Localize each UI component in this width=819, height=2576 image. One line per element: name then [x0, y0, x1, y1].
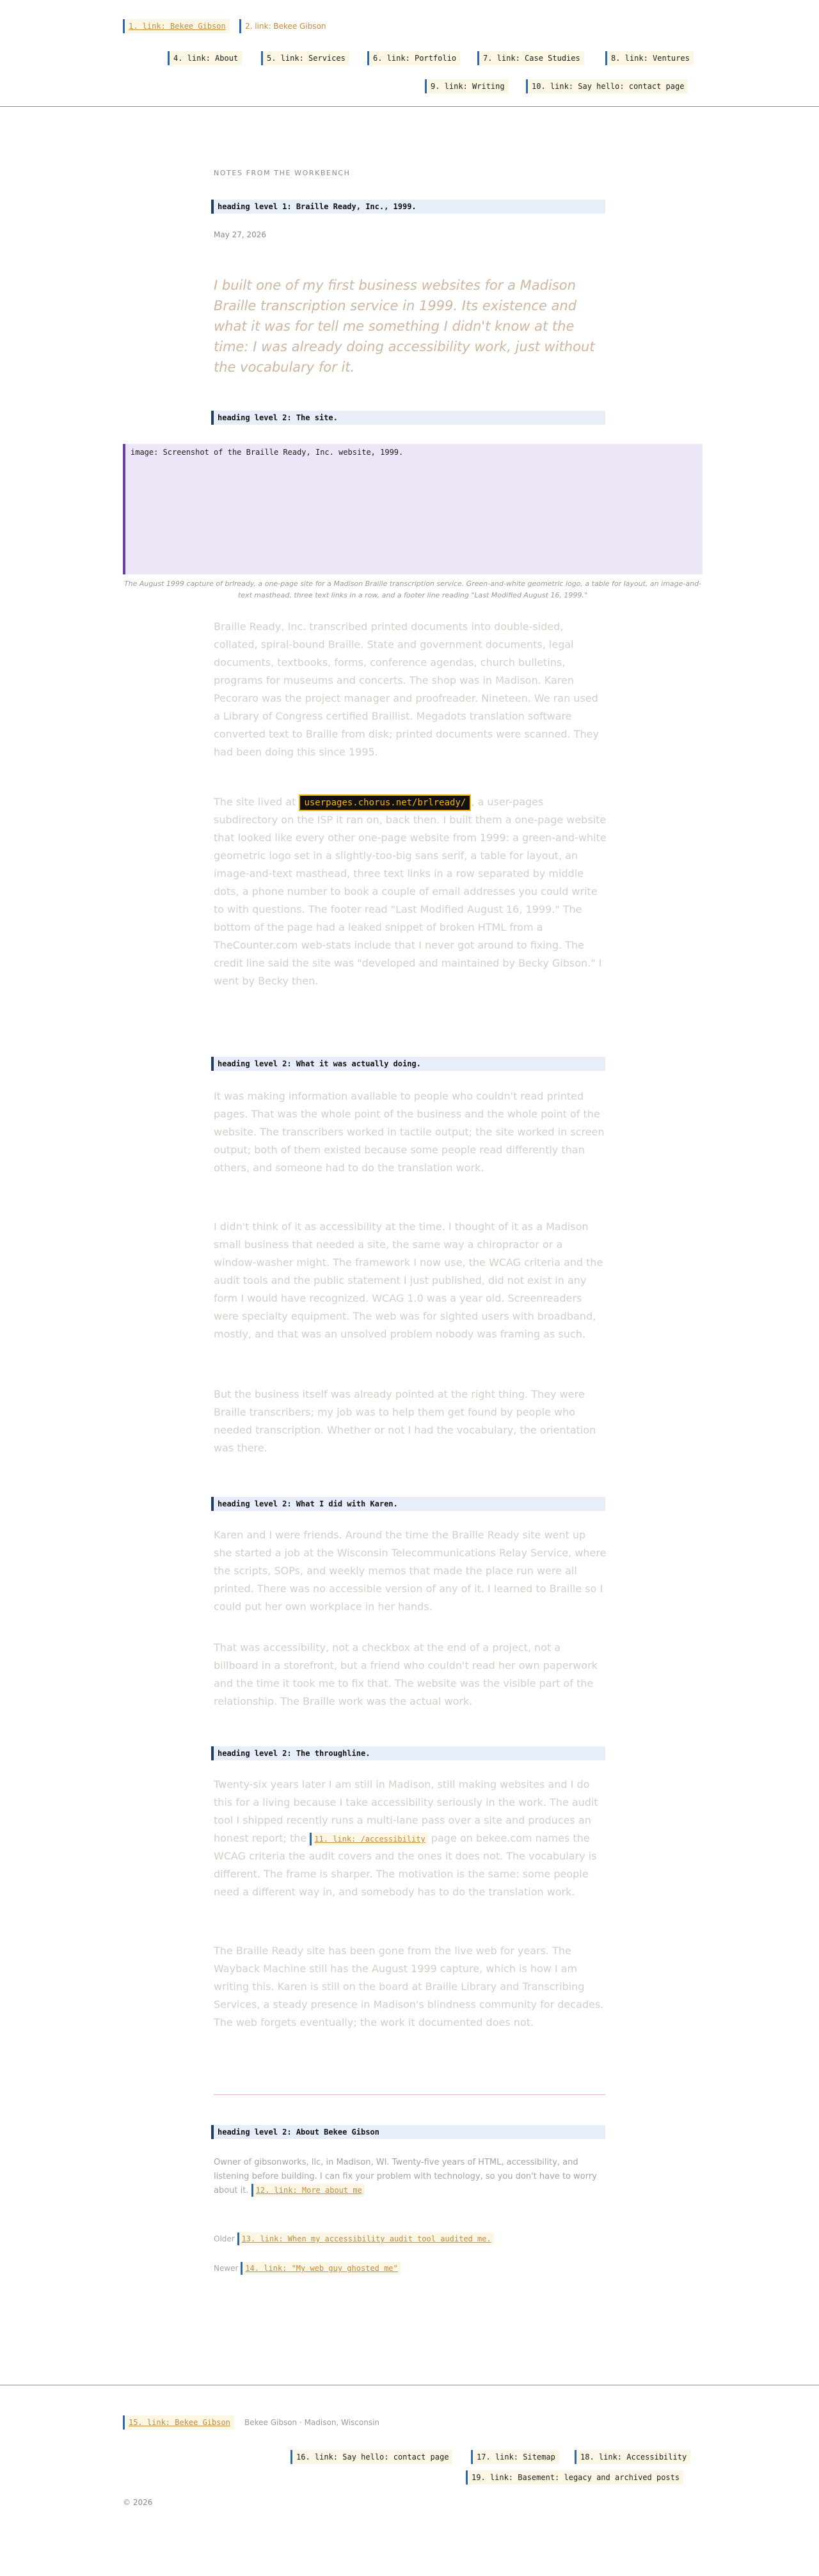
header-divider — [0, 106, 819, 107]
paragraph — [214, 793, 607, 990]
nav-case-studies[interactable]: 7. link: Case Studies — [477, 51, 584, 65]
footer-tagline: Bekee Gibson · Madison, Wisconsin — [244, 2418, 380, 2427]
paragraph-text: page on bekee.com names the WCAG criteria the audit covers and the ones it does not. The vocabulary is different. The frame is sharper. The motivation is the same: some people need a different way in, and somebody has to do the translation work. — [214, 1832, 597, 1898]
page-title: heading level 1: Braille Ready, Inc., 1999. — [211, 200, 605, 214]
site-name-link[interactable]: 2. link: Bekee Gibson — [239, 19, 326, 33]
bio-text: Owner of gibsonworks, llc, in Madison, WI. Twenty-five years of HTML, accessibility, and listening before building. I can fix your problem with technology, so you don't have to worry about it. — [214, 2158, 597, 2195]
post-date: May 27, 2026 — [214, 230, 267, 239]
footer-sitemap-link[interactable]: 17. link: Sitemap — [471, 2450, 559, 2464]
figure-caption: The August 1999 capture of brlready, a one-page site for a Madison Braille transcription service. Green-and-white geometric logo, a table for layout, an image-and-text masthead, three text links in a row, and a footer line reading "Last Modified August 16, 1999." — [123, 580, 702, 599]
nav-ventures[interactable]: 8. link: Ventures — [605, 51, 694, 65]
heading-about: heading level 2: About Bekee Gibson — [211, 2125, 605, 2139]
paragraph-text: Twenty-six years later I am still in Madison, still making websites and I do this for a living because I take accessibility seriously in the work. The audit tool I shipped recently runs a multi-lane pass over a site and produces an honest report; the — [214, 1778, 598, 1844]
footer-contact-link[interactable]: 16. link: Say hello: contact page — [290, 2450, 452, 2464]
heading-the-site: heading level 2: The site. — [211, 411, 605, 425]
nav-about[interactable]: 4. link: About — [168, 51, 242, 65]
paragraph: The Braille Ready site has been gone from the live web for years. The Wayback Machine still has the August 1999 capture, which is how I am writing this. Karen is still on the board at Braille Library and Transcribing Services, a steady presence in Madison's blindness community for decades. The web forgets eventually; the work it documented does not. — [214, 1945, 604, 2028]
older-label: Older — [214, 2234, 235, 2243]
paragraph: It was making information available to people who couldn't read printed pages. That was the whole point of the business and the whole point of the website. The transcribers worked in tactile output; the site worked in screen output; both of them existed because some people read differently than others, and someone had to do the translation work. — [214, 1090, 605, 1174]
copyright: © 2026 — [123, 2498, 153, 2507]
nav-portfolio[interactable]: 6. link: Portfolio — [367, 51, 460, 65]
older-post-link[interactable]: 13. link: When my accessibility audit tool audited me. — [237, 2232, 494, 2245]
paragraph: That was accessibility, not a checkbox at the end of a project, not a billboard in a storefront, but a friend who couldn't read her own paperwork and the time it took me to fix that. The website was the visible part of the relationship. The Braille work was the actual work. — [214, 1641, 598, 1707]
nav-contact[interactable]: 10. link: Say hello: contact page — [526, 79, 688, 93]
footer-accessibility-link[interactable]: 18. link: Accessibility — [575, 2450, 690, 2464]
paragraph: But the business itself was already pointed at the right thing. They were Braille transcribers; my job was to help them get found by people who needed transcription. Whether or not I had the vocabulary, the orientation was there. — [214, 1388, 596, 1454]
heading-the-throughline: heading level 2: The throughline. — [211, 1746, 605, 1760]
accessibility-inline-link[interactable]: 11. link: /accessibility — [310, 1833, 427, 1845]
heading-what-it-was-doing: heading level 2: What it was actually doing. — [211, 1057, 605, 1071]
screenshot-figure — [123, 444, 703, 574]
footer-brand-link[interactable]: 15. link: Bekee Gibson — [123, 2415, 234, 2430]
section-divider — [214, 2094, 605, 2095]
paragraph: Braille Ready, Inc. transcribed printed documents into double-sided, collated, spiral-bound Braille. State and government documents, legal documents, textbooks, forms, conference agendas, church bulletins, programs for museums and concerts. The shop was in Madison. Karen Pecoraro was the project manager and proofreader. Nineteen. We ran used a Library of Congress certified Braillist. Megadots translation software converted text to Braille from disk; printed documents were scanned. They had been doing this since 1995. — [214, 620, 599, 758]
older-post — [214, 2232, 494, 2246]
lede-paragraph: I built one of my first business websites for a Madison Braille transcription service in 1999. Its existence and what it was for tell me something I didn't know at the time: I was already doing accessibility work, just without the vocabulary for it. — [214, 278, 595, 375]
author-bio — [214, 2156, 607, 2198]
heading-what-i-did-with-karen: heading level 2: What I did with Karen. — [211, 1497, 605, 1511]
focused-url-chip[interactable]: userpages.chorus.net/brlready/ — [299, 794, 471, 811]
paragraph — [214, 1776, 607, 1901]
logo-link[interactable]: 1. link: Bekee Gibson — [123, 19, 230, 33]
image-placeholder-label: image: Screenshot of the Braille Ready, Inc. website, 1999. — [131, 448, 404, 457]
nav-services[interactable]: 5. link: Services — [261, 51, 349, 65]
paragraph-text: , a user-pages subdirectory on the ISP it ran on, back then. I built them a one-page website that looked like every other one-page website from 1999: a green-and-white geometric logo set in a slightly-too-big sans serif, a table for layout, an image-and-text masthead, three text links in a row separated by middle dots, a phone number to book a couple of email addresses you could write to with questions. The footer read "Last Modified August 16, 1999." The bottom of the page had a leaked snippet of broken HTML from a TheCounter.com web-stats include that I never got around to fixing. The credit line said the site was "developed and maintained by Becky Gibson." I went by Becky then. — [214, 796, 607, 987]
eyebrow-label: NOTES FROM THE WORKBENCH — [214, 169, 351, 177]
paragraph: I didn't think of it as accessibility at the time. I thought of it as a Madison small business that needed a site, the same way a chiropractor or a window-washer might. The framework I now use, the WCAG criteria and the audit tools and the public statement I just published, did not exist in any form I would have recognized. WCAG 1.0 was a year old. Screenreaders were specialty equipment. The web was for sighted users with broadband, mostly, and that was an unsolved problem nobody was framing as such. — [214, 1221, 603, 1340]
newer-post-link[interactable]: 14. link: "My web guy ghosted me" — [241, 2262, 400, 2275]
paragraph: Karen and I were friends. Around the time the Braille Ready site went up she started a job at the Wisconsin Telecommunications Relay Service, where the scripts, SOPs, and weekly memos that made the place run were all printed. There was no accessible version of any of it. I learned to Braille so I could put her own workplace in her hands. — [214, 1529, 607, 1613]
nav-writing[interactable]: 9. link: Writing — [425, 79, 509, 93]
footer-basement-link[interactable]: 19. link: Basement: legacy and archived posts — [466, 2470, 683, 2485]
newer-label: Newer — [214, 2264, 239, 2273]
more-about-me-link[interactable]: 12. link: More about me — [251, 2184, 365, 2197]
newer-post — [214, 2261, 401, 2275]
paragraph-text: The site lived at — [214, 796, 299, 808]
